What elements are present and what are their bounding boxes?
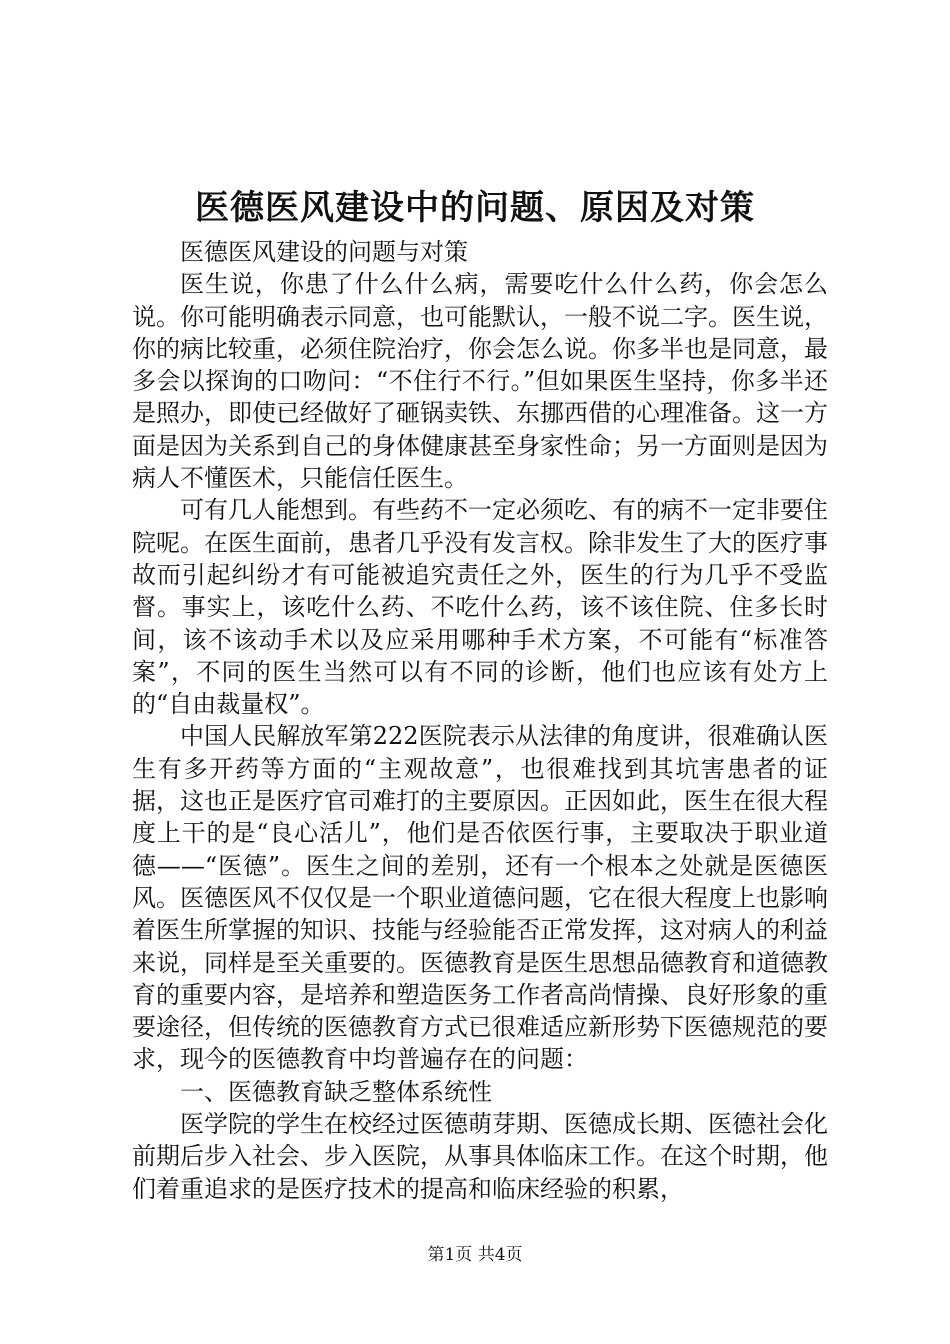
body-paragraph-2: 可有几人能想到。有些药不一定必须吃、有的病不一定非要住院呢。在医生面前，患者几乎没有发言权。除非发生了大的医疗事故而引起纠纷才有可能被追究责任之外，医生的行为几乎不受监督。事实上，该吃什么药、不吃什么药，该不该住院、住多长时间，该不该动手术以及应采用哪种手术方案，不可能有“标准答案”，不同的医生当然可以有不同的诊断，他们也应该有处方上的“自由裁量权”。 bbox=[132, 496, 828, 719]
document-title: 医德医风建设中的问题、原因及对策 bbox=[195, 188, 755, 228]
body-paragraph-1: 医生说，你患了什么什么病，需要吃什么什么药，你会怎么说。你可能明确表示同意，也可能默认，一般不说二字。医生说，你的病比较重，必须住院治疗，你会怎么说。你多半也是同意，最多会以探询的口吻问：“不住行不行。”但如果医生坚持，你多半还是照办，即使已经做好了砸锅卖铁、东挪西借的心理准备。这一方面是因为关系到自己的身体健康甚至身家性命；另一方面则是因为病人不懂医术，只能信任医生。 bbox=[132, 270, 828, 493]
page-footer: 第1页 共4页 bbox=[427, 1245, 523, 1265]
document-subtitle: 医德医风建设的问题与对策 bbox=[180, 238, 468, 266]
body-paragraph-3: 中国人民解放军第222医院表示从法律的角度讲，很难确认医生有多开药等方面的“主观故意”，也很难找到其坑害患者的证据，这也正是医疗官司难打的主要原因。正因如此，医生在很大程度上干的是“良心活儿”，他们是否依医行事，主要取决于职业道德——“医德”。医生之间的差别，还有一个根本之处就是医德医风。医德医风不仅仅是一个职业道德问题，它在很大程度上也影响着医生所掌握的知识、技能与经验能否正常发挥，这对病人的利益来说，同样是至关重要的。医德教育是医生思想品德教育和道德教育的重要内容，是培养和塑造医务工作者高尚情操、良好形象的重要途径，但传统的医德教育方式已很难适应新形势下医德规范的要求，现今的医德教育中均普遍存在的问题： bbox=[132, 722, 828, 1074]
section-heading-1: 一、医德教育缺乏整体系统性 bbox=[180, 1077, 492, 1106]
body-paragraph-4: 医学院的学生在校经过医德萌芽期、医德成长期、医德社会化前期后步入社会、步入医院，从事具体临床工作。在这个时期，他们着重追求的是医疗技术的提高和临床经验的积累， bbox=[132, 1110, 828, 1203]
document-body bbox=[132, 236, 828, 1205]
